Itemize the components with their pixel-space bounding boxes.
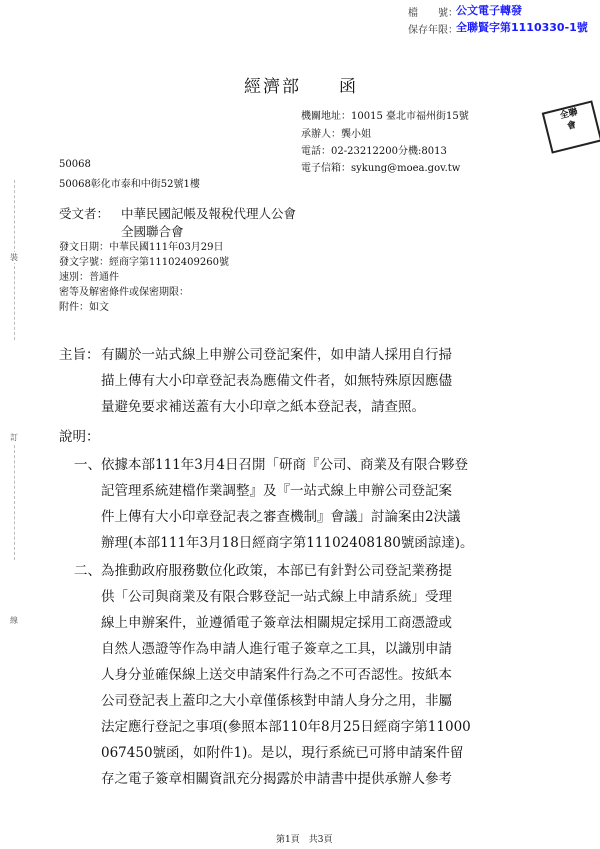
attachments: 附件：如文 xyxy=(59,302,109,313)
item-line: 辦理(本部111年3月18日經商字第11102408180號函諒達)。 xyxy=(101,535,474,551)
item-line: 件上傳有大小印章登記表之審查機制』會議」討論案由2決議 xyxy=(101,509,461,525)
issue-number: 發文字號：經商字第11102409260號 xyxy=(59,257,229,268)
issue-date: 發文日期：中華民國111年03月29日 xyxy=(59,242,224,253)
file-number-label: 檔 號： xyxy=(408,8,458,19)
item-line: 依據本部111年3月4日召開「研商『公司、商業及有限合夥登 xyxy=(101,457,468,473)
binding-mark-bind: 裝 xyxy=(10,253,18,262)
subject-line: 描上傳有大小印章登記表為應備文件者，如無特殊原因應儘 xyxy=(101,373,452,389)
item-line: 記管理系統建檔作業調整』及『一站式線上申辦公司登記案 xyxy=(101,483,452,499)
sender-phone: 電話：02-23212200分機:8013 xyxy=(301,146,447,157)
sender-address: 機關地址：10015 臺北市福州街15號 xyxy=(301,111,469,122)
item-line: 供「公司與商業及有限合夥登記一站式線上申請系統」受理 xyxy=(101,589,452,605)
secrecy-level: 密等及解密條件或保密期限： xyxy=(59,287,189,298)
explanation-label: 說明： xyxy=(59,429,100,445)
page-footer: 第1頁 共3頁 xyxy=(276,835,333,845)
item-line: 人身分並確保線上送交申請案件行為之不可否認性。按紙本 xyxy=(101,667,452,683)
seal-stamp: 全聯 會 xyxy=(542,100,600,153)
receiver-name-line1: 中華民國記帳及報稅代理人公會 xyxy=(121,206,297,221)
receiver-label: 受文者： xyxy=(59,206,110,221)
item-number: 一、 xyxy=(74,457,101,473)
item-line: 自然人憑證等作為申請人進行電子簽章之工具，以識別申請 xyxy=(101,641,452,657)
item-line: 為推動政府服務數位化政策，本部已有針對公司登記業務提 xyxy=(101,563,452,579)
item-line: 線上申辦案件，並遵循電子簽章法相關規定採用工商憑證或 xyxy=(101,615,452,631)
binding-line xyxy=(14,440,16,560)
item-line: 067450號函，如附件1)。是以，現行系統已可將申請案件留 xyxy=(101,745,464,761)
sender-email: 電子信箱：sykung@moea.gov.tw xyxy=(301,163,461,174)
retention-value: 全聯賢字第1110330-1號 xyxy=(456,21,588,34)
item-line: 法定應行登記之事項(參照本部110年8月25日經商字第11000 xyxy=(101,719,471,735)
recipient-zip: 50068 xyxy=(59,159,91,170)
file-number-value: 公文電子轉發 xyxy=(456,4,522,17)
item-line: 公司登記表上蓋印之大小章僅係核對申請人身分之用，非屬 xyxy=(101,693,452,709)
receiver-name-line2: 全國聯合會 xyxy=(121,224,184,239)
binding-mark-line: 線 xyxy=(10,616,18,625)
document-title: 經濟部 函 xyxy=(244,77,358,97)
item-line: 存之電子簽章相關資訊充分揭露於申請書中提供承辦人參考 xyxy=(101,771,452,787)
subject-label: 主旨： xyxy=(59,347,100,363)
subject-line: 有關於一站式線上申辦公司登記案件，如申請人採用自行掃 xyxy=(101,347,452,363)
speed-class: 速別：普通件 xyxy=(59,272,119,283)
retention-label: 保存年限： xyxy=(408,25,458,36)
sender-contact: 承辦人：龔小姐 xyxy=(301,129,371,140)
binding-mark-order: 訂 xyxy=(10,433,18,442)
item-number: 二、 xyxy=(74,563,101,579)
subject-line: 量避免要求補送蓋有大小印章之紙本登記表，請查照。 xyxy=(101,399,425,415)
recipient-address: 50068彰化市泰和中街52號1樓 xyxy=(59,179,200,190)
